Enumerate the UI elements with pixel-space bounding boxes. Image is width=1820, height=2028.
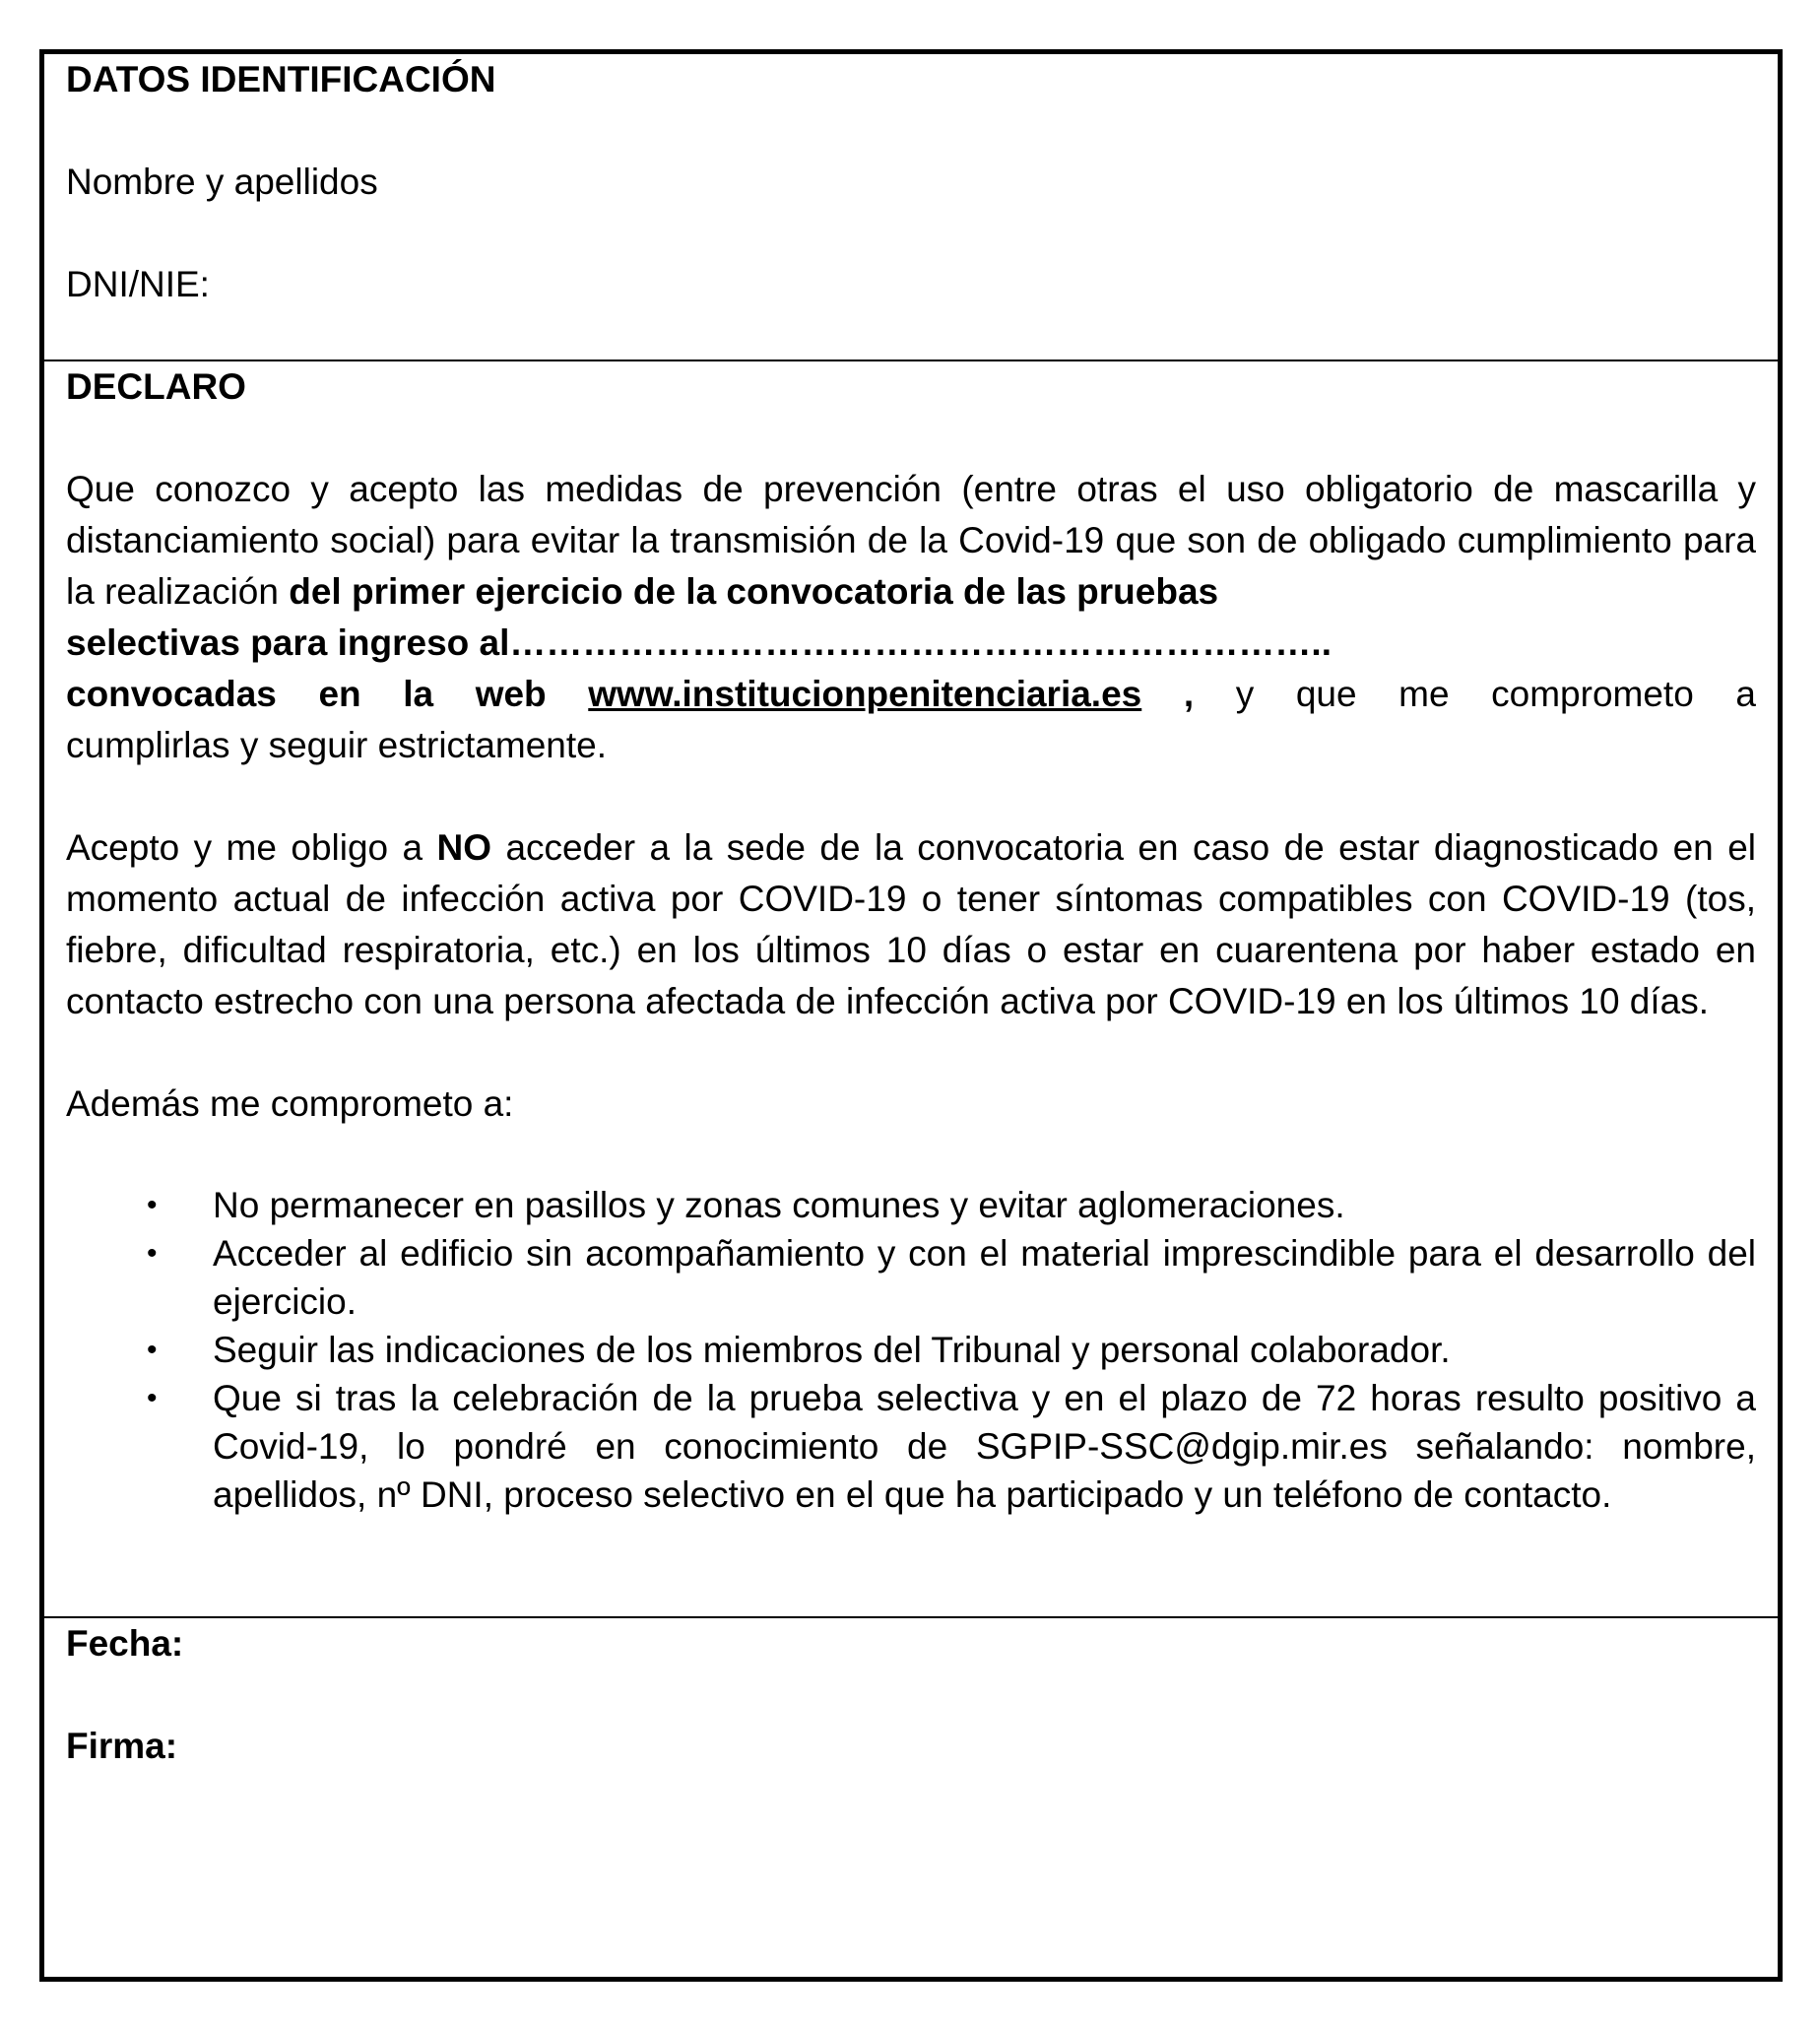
declaration-paragraph-2: [66, 822, 1756, 1027]
p1-bold-3d: web: [475, 674, 547, 714]
p1-web-line: [66, 669, 1756, 720]
list-item-text: Que si tras la celebración de la prueba selectiva y en el plazo de 72 horas resulto positivo a Covid-19, lo pondré en conocimiento de SGPIP-SSC@dgip.mir.es señalando: nombre, apellidos, nº DNI, proceso selectivo en el que ha participado y un teléfono de contacto.: [213, 1378, 1756, 1515]
commitments-list: [66, 1181, 1756, 1519]
p1-bold-2: selectivas para ingreso al…………………………………………………………..: [66, 622, 1332, 663]
p1-text-2d: comprometo: [1491, 674, 1694, 714]
declaration-heading: DECLARO: [66, 366, 246, 407]
p1-bold-1: del primer ejercicio de la convocatoria de las pruebas: [289, 571, 1219, 612]
list-item-text: Acceder al edificio sin acompañamiento y con el material imprescindible para el desarrollo del ejercicio.: [213, 1233, 1756, 1322]
bullet-icon: •: [147, 1237, 158, 1270]
p1-bold-3b: en: [318, 674, 361, 714]
p2-bold-no: NO: [436, 827, 492, 868]
declaration-form: [39, 49, 1783, 1982]
commit-intro: Además me comprometo a:: [66, 1083, 514, 1124]
p1-bold-3c: la: [403, 674, 434, 714]
declaration-section: [44, 361, 1778, 1618]
institution-website-link[interactable]: www.institucionpenitenciaria.es: [588, 674, 1142, 714]
signature-label: Firma:: [66, 1726, 178, 1766]
bullet-icon: •: [147, 1189, 158, 1221]
list-item: [66, 1326, 1756, 1374]
p2-text-1: Acepto y me obligo a: [66, 827, 437, 868]
identification-heading: DATOS IDENTIFICACIÓN: [66, 59, 496, 99]
p2-text-2: acceder a la sede de la convocatoria en caso de estar diagnosticado en el momento actual de infección activa por COVID-19 o tener síntomas compatibles con COVID-19 (tos, fiebre, dificultad respiratoria, etc.) en los últimos 10 días o estar en cuarentena por haber estado en contacto estrecho con una persona afectada de infección activa por COVID-19 en los últimos 10 días.: [66, 827, 1756, 1021]
list-item-text: Seguir las indicaciones de los miembros del Tribunal y personal colaborador.: [213, 1330, 1451, 1370]
p1-text-2c: me: [1398, 674, 1450, 714]
p1-text-2a: y: [1235, 674, 1255, 714]
declaration-paragraph-1: [66, 464, 1756, 618]
list-item-text: No permanecer en pasillos y zonas comunes y evitar aglomeraciones.: [213, 1185, 1345, 1225]
p1-comma: ,: [1183, 674, 1195, 714]
p1-text-3: cumplirlas y seguir estrictamente.: [66, 725, 608, 765]
p1-text-1: Que conozco y acepto las medidas de prevención (entre otras el uso obligatorio de mascarilla y distanciamiento social) para evitar la transmisión de la Covid-19 que son de obligado cumplimiento para la realización: [66, 469, 1756, 612]
list-item: [66, 1229, 1756, 1326]
identification-section: [44, 54, 1778, 361]
p1-text-2e: a: [1735, 674, 1756, 714]
p1-text-2b: que: [1295, 674, 1357, 714]
signature-section: [44, 1618, 1778, 1977]
list-item: [66, 1181, 1756, 1229]
p1-bold-3a: convocadas: [66, 674, 277, 714]
list-item: [66, 1374, 1756, 1519]
bullet-icon: •: [147, 1382, 158, 1414]
date-label: Fecha:: [66, 1623, 184, 1664]
bullet-icon: •: [147, 1334, 158, 1366]
id-label: DNI/NIE:: [66, 264, 210, 304]
name-label: Nombre y apellidos: [66, 162, 378, 202]
